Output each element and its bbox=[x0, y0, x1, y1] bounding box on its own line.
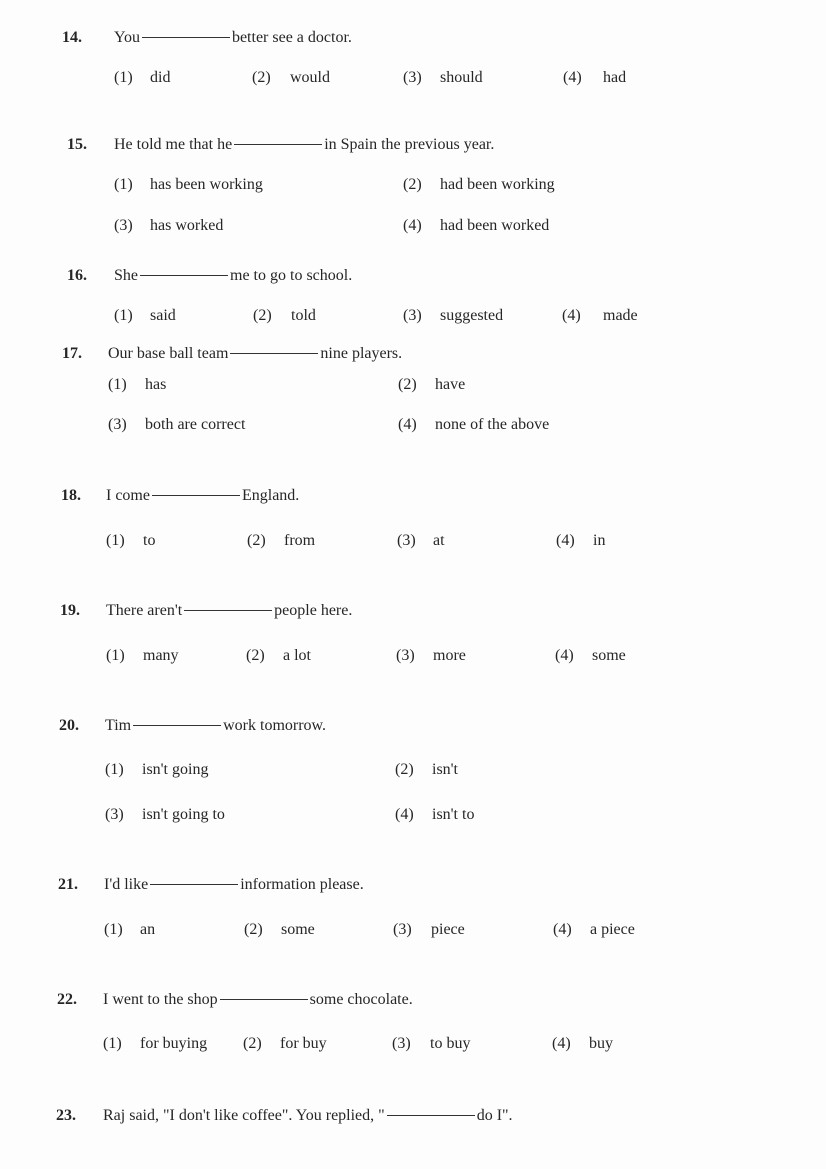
answer-blank bbox=[140, 275, 228, 276]
stem-before: He told me that he bbox=[114, 136, 233, 153]
option-text: many bbox=[143, 647, 179, 664]
option-text: isn't to bbox=[432, 806, 475, 823]
answer-blank bbox=[152, 495, 240, 496]
question-stem bbox=[114, 266, 352, 286]
question-number: 23. bbox=[56, 1107, 76, 1124]
option-number: (1) bbox=[108, 376, 127, 393]
question-number: 15. bbox=[67, 136, 87, 153]
option-text: have bbox=[435, 376, 466, 393]
option-number: (1) bbox=[106, 647, 125, 664]
stem-before: I'd like bbox=[104, 876, 149, 893]
option-number: (1) bbox=[114, 69, 133, 86]
option-number: (4) bbox=[403, 217, 422, 234]
answer-blank bbox=[150, 884, 238, 885]
option-number: (2) bbox=[243, 1035, 262, 1052]
stem-after: people here. bbox=[274, 602, 353, 619]
question-stem bbox=[103, 990, 413, 1010]
answer-blank bbox=[220, 999, 308, 1000]
question-number: 22. bbox=[57, 991, 77, 1008]
option-text: to buy bbox=[430, 1035, 471, 1052]
option-number: (4) bbox=[398, 416, 417, 433]
option-text: buy bbox=[589, 1035, 613, 1052]
option-text: both are correct bbox=[145, 416, 246, 433]
option-number: (4) bbox=[556, 532, 575, 549]
option-text: had been worked bbox=[440, 217, 550, 234]
stem-after: nine players. bbox=[320, 345, 403, 362]
option-text: a piece bbox=[590, 921, 635, 938]
option-text: piece bbox=[431, 921, 465, 938]
stem-before: I come bbox=[106, 487, 150, 504]
option-text: for buy bbox=[280, 1035, 327, 1052]
option-text: an bbox=[140, 921, 156, 938]
answer-blank bbox=[234, 144, 322, 145]
option-number: (1) bbox=[103, 1035, 122, 1052]
question-number: 18. bbox=[61, 487, 81, 504]
option-text: isn't going to bbox=[142, 806, 225, 823]
option-number: (2) bbox=[403, 176, 422, 193]
option-text: told bbox=[291, 307, 316, 324]
stem-before: Tim bbox=[105, 717, 132, 734]
question-stem bbox=[105, 716, 326, 736]
answer-blank bbox=[142, 37, 230, 38]
option-number: (2) bbox=[398, 376, 417, 393]
option-number: (3) bbox=[108, 416, 127, 433]
option-text: said bbox=[150, 307, 176, 324]
option-text: had been working bbox=[440, 176, 555, 193]
option-text: none of the above bbox=[435, 416, 550, 433]
stem-after: in Spain the previous year. bbox=[324, 136, 495, 153]
option-text: did bbox=[150, 69, 171, 86]
option-text: suggested bbox=[440, 307, 504, 324]
answer-blank bbox=[133, 725, 221, 726]
option-number: (1) bbox=[104, 921, 123, 938]
option-text: some bbox=[281, 921, 315, 938]
option-number: (2) bbox=[252, 69, 271, 86]
stem-after: me to go to school. bbox=[230, 267, 353, 284]
question-number: 20. bbox=[59, 717, 79, 734]
option-number: (3) bbox=[397, 532, 416, 549]
question-stem bbox=[106, 486, 299, 506]
option-text: for buying bbox=[140, 1035, 208, 1052]
option-text: a lot bbox=[283, 647, 311, 664]
stem-before: Our base ball team bbox=[108, 345, 229, 362]
option-number: (4) bbox=[552, 1035, 571, 1052]
option-number: (1) bbox=[114, 307, 133, 324]
option-text: from bbox=[284, 532, 316, 549]
option-number: (2) bbox=[253, 307, 272, 324]
question-number: 14. bbox=[62, 29, 82, 44]
stem-before: She bbox=[114, 267, 138, 284]
option-text: at bbox=[433, 532, 445, 549]
cropped-question bbox=[0, 0, 826, 44]
option-number: (3) bbox=[403, 69, 422, 86]
option-number: (4) bbox=[562, 307, 581, 324]
question-stem bbox=[104, 875, 364, 895]
stem-before: I went to the shop bbox=[103, 991, 218, 1008]
option-number: (3) bbox=[392, 1035, 411, 1052]
option-number: (3) bbox=[396, 647, 415, 664]
option-number: (2) bbox=[247, 532, 266, 549]
option-number: (1) bbox=[114, 176, 133, 193]
stem-before: Raj said, "I don't like coffee". You replied, " bbox=[103, 1107, 385, 1124]
stem-after: information please. bbox=[240, 876, 364, 893]
answer-blank bbox=[387, 1115, 475, 1116]
question-stem bbox=[106, 601, 352, 621]
stem-before: There aren't bbox=[106, 602, 183, 619]
option-number: (3) bbox=[393, 921, 412, 938]
option-text: to bbox=[143, 532, 156, 549]
option-number: (1) bbox=[105, 761, 124, 778]
option-text: had bbox=[603, 69, 627, 86]
answer-blank bbox=[184, 610, 272, 611]
option-text: isn't going bbox=[142, 761, 209, 778]
option-text: would bbox=[290, 69, 330, 86]
stem-after: some chocolate. bbox=[309, 991, 413, 1008]
option-text: made bbox=[603, 307, 638, 324]
question-number: 17. bbox=[62, 345, 82, 362]
option-number: (4) bbox=[553, 921, 572, 938]
option-text: has been working bbox=[150, 176, 263, 193]
question-stem bbox=[103, 1106, 513, 1126]
question-stem bbox=[114, 135, 494, 155]
question-number: 21. bbox=[58, 876, 78, 893]
option-text: has bbox=[145, 376, 167, 393]
option-text: in bbox=[593, 532, 606, 549]
question-stem bbox=[114, 28, 352, 44]
option-number: (3) bbox=[105, 806, 124, 823]
option-text: has worked bbox=[150, 217, 224, 234]
question-stem bbox=[108, 344, 402, 364]
option-text: isn't bbox=[432, 761, 458, 778]
answer-blank bbox=[230, 353, 318, 354]
option-number: (3) bbox=[403, 307, 422, 324]
stem-before: You bbox=[114, 29, 140, 44]
stem-after: England. bbox=[241, 487, 300, 504]
option-text: more bbox=[433, 647, 466, 664]
option-number: (1) bbox=[106, 532, 125, 549]
question-number: 16. bbox=[67, 267, 87, 284]
option-number: (2) bbox=[244, 921, 263, 938]
option-number: (2) bbox=[395, 761, 414, 778]
option-number: (3) bbox=[114, 217, 133, 234]
option-number: (2) bbox=[246, 647, 265, 664]
stem-after: better see a doctor. bbox=[231, 29, 352, 44]
stem-after: do I". bbox=[476, 1107, 513, 1124]
option-number: (4) bbox=[555, 647, 574, 664]
option-number: (4) bbox=[395, 806, 414, 823]
option-text: some bbox=[592, 647, 626, 664]
option-text: should bbox=[440, 69, 483, 86]
option-number: (4) bbox=[563, 69, 582, 86]
question-number: 19. bbox=[60, 602, 80, 619]
stem-after: work tomorrow. bbox=[223, 717, 327, 734]
